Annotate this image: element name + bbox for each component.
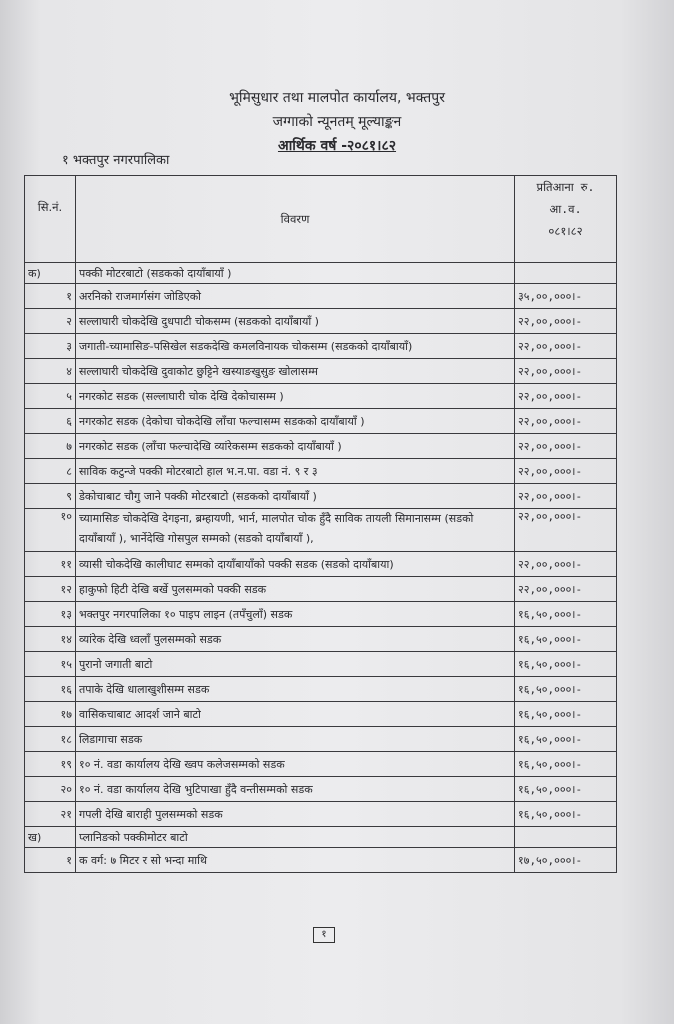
table-row xyxy=(25,577,617,602)
section-row xyxy=(25,263,617,284)
row-serial: १८ xyxy=(25,727,76,752)
row-serial: ११ xyxy=(25,552,76,577)
rate-header-line1: प्रतिआना रु. xyxy=(536,180,595,194)
section-id: ख) xyxy=(25,827,76,848)
row-serial: ३ xyxy=(25,334,76,359)
row-rate: ३५,००,०००।- xyxy=(515,284,617,309)
row-description: जगाती-च्यामासिङ-पसिखेल सडकदेखि कमलविनायक चोकसम्म (सडकको दायाँबायाँ) xyxy=(76,334,515,359)
col-header-sn: सि.नं. xyxy=(25,176,76,263)
row-description: क वर्ग: ७ मिटर र सो भन्दा माथि xyxy=(76,848,515,873)
row-serial: २० xyxy=(25,777,76,802)
table-row xyxy=(25,434,617,459)
section-row xyxy=(25,827,617,848)
table-row xyxy=(25,677,617,702)
row-rate: १६,५०,०००।- xyxy=(515,777,617,802)
row-serial: १० xyxy=(25,509,76,552)
row-description: नगरकोट सडक (लाँचा फल्चादेखि व्यांरेकसम्म सडकको दायाँबायाँ ) xyxy=(76,434,515,459)
row-serial: १५ xyxy=(25,652,76,677)
row-serial: १२ xyxy=(25,577,76,602)
row-description: अरनिको राजमार्गसंग जोडिएको xyxy=(76,284,515,309)
table-row xyxy=(25,359,617,384)
table-row xyxy=(25,309,617,334)
row-description: वासिकचाबाट आदर्श जाने बाटो xyxy=(76,702,515,727)
row-serial: १ xyxy=(25,284,76,309)
row-description: डेकोचाबाट चौगु जाने पक्की मोटरबाटो (सडकको दायाँबायाँ ) xyxy=(76,484,515,509)
table-row xyxy=(25,702,617,727)
row-description: सल्लाघारी चोकदेखि दुवाकोट छुट्टिने खस्याङखुसुङ खोलासम्म xyxy=(76,359,515,384)
table-row xyxy=(25,752,617,777)
row-serial: १६ xyxy=(25,677,76,702)
row-description: तपाके देखि धालाखुशीसम्म सडक xyxy=(76,677,515,702)
table-row xyxy=(25,284,617,309)
row-rate: १६,५०,०००।- xyxy=(515,652,617,677)
table-row xyxy=(25,484,617,509)
col-header-rate xyxy=(515,176,617,263)
table-row xyxy=(25,777,617,802)
row-description: भक्तपुर नगरपालिका १० पाइप लाइन (तपँचुलाँ) सडक xyxy=(76,602,515,627)
col-header-desc: विवरण xyxy=(76,176,515,263)
row-description: साविक कटुन्जे पक्की मोटरबाटो हाल भ.न.पा. वडा नं. ९ र ३ xyxy=(76,459,515,484)
row-rate: १६,५०,०००।- xyxy=(515,627,617,652)
row-rate: २२,००,०००।- xyxy=(515,409,617,434)
row-rate: १६,५०,०००।- xyxy=(515,602,617,627)
table-header-row xyxy=(25,176,617,263)
row-description: व्यांरेक देखि ध्वलाँ पुलसम्मको सडक xyxy=(76,627,515,652)
rate-header-line2: आ.व. xyxy=(549,202,582,216)
table-row xyxy=(25,459,617,484)
row-rate: १६,५०,०००।- xyxy=(515,727,617,752)
office-title: भूमिसुधार तथा मालपोत कार्यालय, भक्तपुर xyxy=(229,90,445,106)
row-serial: १४ xyxy=(25,627,76,652)
row-serial: १९ xyxy=(25,752,76,777)
row-rate: १७,५०,०००।- xyxy=(515,848,617,873)
row-rate: २२,००,०००।- xyxy=(515,434,617,459)
section-title: प्लानिङको पक्कीमोटर बाटो xyxy=(76,827,515,848)
row-rate: २२,००,०००।- xyxy=(515,577,617,602)
row-rate: २२,००,०००।- xyxy=(515,484,617,509)
row-description: नगरकोट सडक (देकोचा चोकदेखि लाँचा फल्चासम्म सडकको दायाँबायाँ ) xyxy=(76,409,515,434)
document-subtitle: जग्गाको न्यूनतम् मूल्याङ्कन xyxy=(272,114,402,130)
table-row xyxy=(25,384,617,409)
section-title: पक्की मोटरबाटो (सडकको दायाँबायाँ ) xyxy=(76,263,515,284)
table-row xyxy=(25,552,617,577)
table-row xyxy=(25,334,617,359)
section-rate-empty xyxy=(515,827,617,848)
table-row xyxy=(25,602,617,627)
valuation-table xyxy=(24,175,617,873)
row-rate: २२,००,०००।- xyxy=(515,552,617,577)
row-description: सल्लाघारी चोकदेखि दुधपाटी चोकसम्म (सडकको दायाँबायाँ ) xyxy=(76,309,515,334)
table-row xyxy=(25,409,617,434)
section-rate-empty xyxy=(515,263,617,284)
row-rate: २२,००,०००।- xyxy=(515,334,617,359)
row-serial: ९ xyxy=(25,484,76,509)
row-serial: ५ xyxy=(25,384,76,409)
table-row xyxy=(25,727,617,752)
municipality-heading: १ भक्तपुर नगरपालिका xyxy=(62,153,170,168)
row-serial: २१ xyxy=(25,802,76,827)
page-number: १ xyxy=(313,927,335,943)
table-row xyxy=(25,802,617,827)
table-row xyxy=(25,627,617,652)
row-rate: १६,५०,०००।- xyxy=(515,752,617,777)
row-serial: १७ xyxy=(25,702,76,727)
row-rate: २२,००,०००।- xyxy=(515,509,617,552)
row-serial: ४ xyxy=(25,359,76,384)
row-rate: २२,००,०००।- xyxy=(515,459,617,484)
row-description: हाकुफो हिटी देखि बर्खे पुलसम्मको पक्की सडक xyxy=(76,577,515,602)
row-description: १० नं. वडा कार्यालय देखि ख्वप कलेजसम्मको सडक xyxy=(76,752,515,777)
row-description: लिडागाचा सडक xyxy=(76,727,515,752)
row-serial: ७ xyxy=(25,434,76,459)
row-rate: २२,००,०००।- xyxy=(515,384,617,409)
row-serial: ८ xyxy=(25,459,76,484)
row-description: १० नं. वडा कार्यालय देखि भुटिपाखा हुँदै वन्तीसम्मको सडक xyxy=(76,777,515,802)
row-description: च्यामासिङ चोकदेखि देगइना, ब्रम्हायणी, भार्न, मालपोत चोक हुँदै साविक तायली सिमानासम्म (सडको दायाँबायाँ ), भार्नेदेखि गोसपुल सम्मको (सडको दायाँबायाँ ), xyxy=(76,509,515,552)
row-rate: १६,५०,०००।- xyxy=(515,702,617,727)
row-serial: २ xyxy=(25,309,76,334)
row-serial: १ xyxy=(25,848,76,873)
row-description: व्यासी चोकदेखि कालीघाट सम्मको दायाँबायाँको पक्की सडक (सडको दायाँबाया) xyxy=(76,552,515,577)
fiscal-year: आर्थिक वर्ष -२०८१।८२ xyxy=(277,138,397,154)
table-row xyxy=(25,652,617,677)
row-description: पुरानो जगाती बाटो xyxy=(76,652,515,677)
row-serial: १३ xyxy=(25,602,76,627)
table-row xyxy=(25,509,617,552)
rate-header-line3: ०८१।८२ xyxy=(548,224,583,238)
row-rate: २२,००,०००।- xyxy=(515,359,617,384)
row-rate: २२,००,०००।- xyxy=(515,309,617,334)
table-row xyxy=(25,848,617,873)
row-description: गपली देखि बाराही पुलसम्मको सडक xyxy=(76,802,515,827)
row-rate: १६,५०,०००।- xyxy=(515,677,617,702)
row-rate: १६,५०,०००।- xyxy=(515,802,617,827)
row-serial: ६ xyxy=(25,409,76,434)
row-description: नगरकोट सडक (सल्लाघारी चोक देखि देकोचासम्म ) xyxy=(76,384,515,409)
section-id: क) xyxy=(25,263,76,284)
